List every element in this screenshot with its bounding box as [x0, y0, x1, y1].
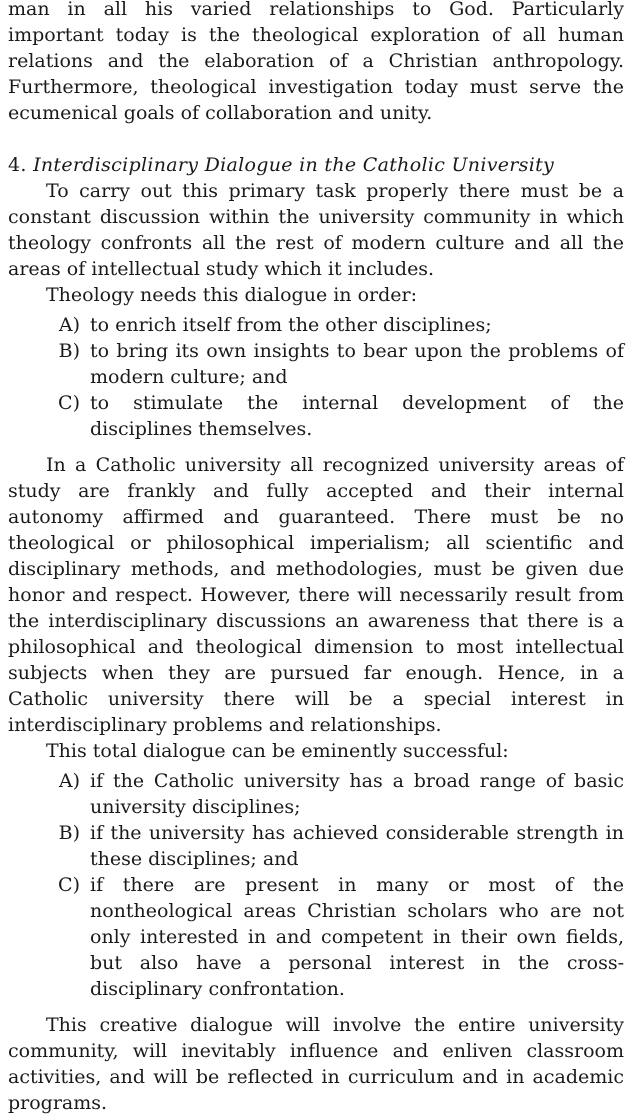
list-item	[8, 872, 624, 1002]
list-marker: C)	[58, 874, 80, 896]
list-marker: C)	[58, 392, 80, 414]
paragraph-discussion: To carry out this primary task properly there must be a constant discussion within the university community in which theology confronts all the rest of modern culture and all the areas of intellectual study which it includes.	[8, 180, 624, 280]
list-item-text: to enrich itself from the other disciplines;	[90, 314, 492, 336]
list-item-text: to stimulate the internal development of the disciplines themselves.	[90, 392, 624, 440]
paragraph-autonomy: In a Catholic university all recognized university areas of study are frankly and fully accepted and their internal autonomy affirmed and guaranteed. There must be no theological or philosophical imperialism; all scientific and disciplinary methods, and methodologies, must be given due honor and respect. However, there will necessarily result from the interdisciplinary discussions an awareness that there is a philosophical and theological dimension to most intellectual subjects when they are pursued far enough. Hence, in a Catholic university there will be a special interest in interdisciplinary problems and relationships.	[8, 454, 624, 736]
list-item-text: to bring its own insights to bear upon the problems of modern culture; and	[90, 340, 624, 388]
list-item	[8, 768, 624, 820]
section-title: Interdisciplinary Dialogue in the Catholic University	[33, 154, 555, 176]
list-item	[8, 312, 624, 338]
section-heading	[8, 152, 624, 178]
dialogue-purpose-list	[8, 312, 624, 442]
intro-paragraph: man in all his varied relationships to God. Particularly important today is the theological exploration of all human relations and the elaboration of a Christian anthropology. Furthermore, theological investigation today must serve the ecumenical goals of collaboration and unity.	[8, 0, 624, 124]
list-item-text: if the university has achieved considerable strength in these disciplines; and	[90, 822, 624, 870]
list-item-text: if the Catholic university has a broad range of basic university disciplines;	[90, 770, 624, 818]
list-item	[8, 338, 624, 390]
list-marker: A)	[58, 770, 80, 792]
paragraph-success-lead: This total dialogue can be eminently successful:	[46, 740, 509, 762]
list-item	[8, 390, 624, 442]
list-item-text: if there are present in many or most of the nontheological areas Christian scholars who are not only interested in and competent in their own fields, but also have a personal interest in the cross-disciplinary confrontation.	[90, 874, 624, 1000]
list-item	[8, 820, 624, 872]
list-marker: A)	[58, 314, 80, 336]
paragraph-dialogue-lead: Theology needs this dialogue in order:	[46, 284, 417, 306]
list-marker: B)	[58, 822, 80, 844]
section-number: 4.	[8, 154, 27, 176]
document-page	[8, 0, 624, 1116]
success-conditions-list	[8, 768, 624, 1002]
list-marker: B)	[58, 340, 80, 362]
paragraph-creative-dialogue: This creative dialogue will involve the entire university community, will inevitably influence and enliven classroom activities, and will be reflected in curriculum and in academic programs.	[8, 1014, 624, 1114]
